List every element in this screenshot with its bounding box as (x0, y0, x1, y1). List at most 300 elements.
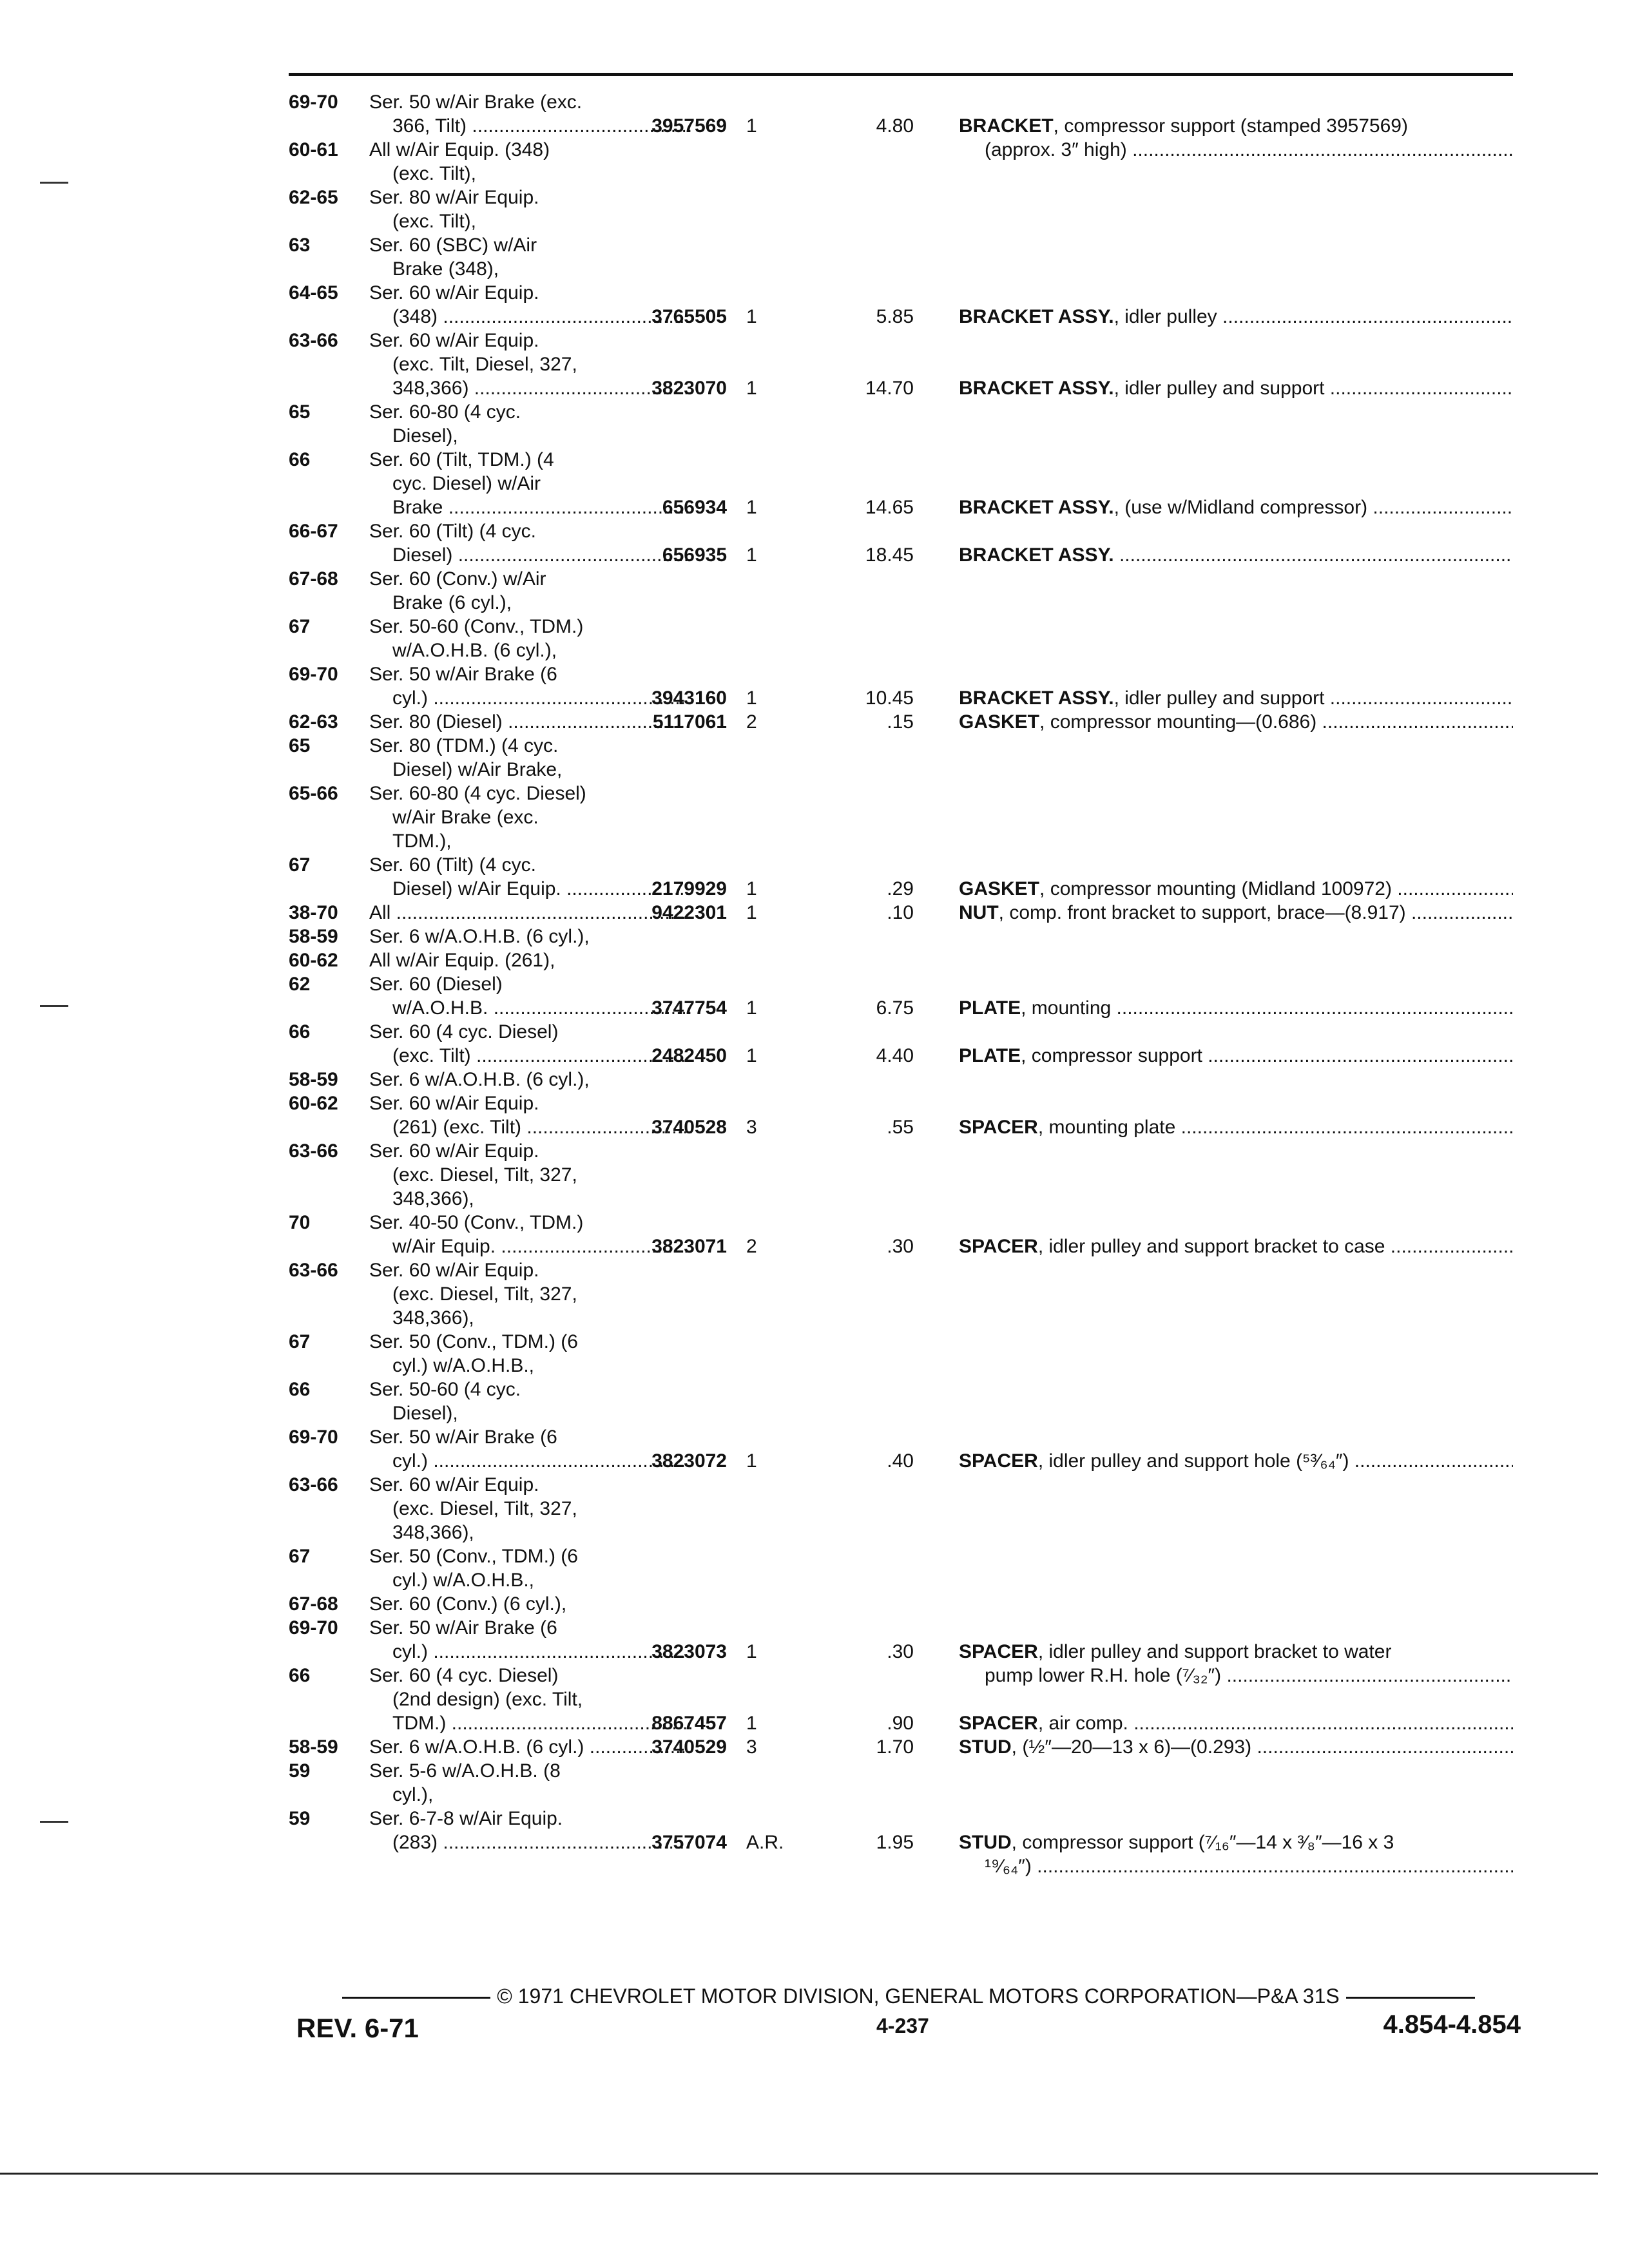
description-line: Ser. 60-80 (4 cyc. (369, 401, 521, 423)
description-line: (exc. Tilt) ..... (369, 1044, 691, 1068)
application-description (369, 901, 691, 925)
description-line: Ser. 50-60 (Conv., TDM.) (369, 616, 584, 637)
part-name-detail: compressor mounting (Midland 100972) (1050, 878, 1392, 899)
price: 10.45 (865, 687, 914, 709)
margin-tick (40, 182, 68, 184)
application-description (369, 1473, 691, 1544)
description-line: Ser. 60 (Tilt) (4 cyc. (369, 521, 536, 542)
description-line: w/A.O.H.B. (6 cyl.), (392, 640, 557, 661)
description-line: Ser. 60 w/Air Equip. (369, 1140, 539, 1162)
part-number: 3823072 (651, 1450, 727, 1472)
description-line: Ser. 6-7-8 w/Air Equip. (369, 1808, 563, 1829)
part-number: 656935 (662, 544, 727, 566)
price: .40 (887, 1450, 914, 1472)
table-row (289, 1091, 1513, 1139)
table-row (289, 1425, 1513, 1473)
part-name: SPACER, mounting plate ..... (959, 1115, 1513, 1139)
application-description (369, 1091, 691, 1139)
price: .30 (887, 1236, 914, 1257)
model-years: 64-65 (289, 282, 338, 303)
part-name: BRACKET ASSY., idler pulley ..... (959, 305, 1513, 329)
table-row (289, 1258, 1513, 1330)
description-line: TDM.) ..... (369, 1711, 691, 1735)
description-line: Ser. 60 (4 cyc. Diesel) (369, 1021, 559, 1043)
description-line: Ser. 60 (Tilt) (4 cyc. (369, 854, 536, 876)
part-name-detail: compressor mounting—(0.686) (1050, 711, 1317, 733)
quantity: 1 (746, 1713, 757, 1734)
price: 1.95 (876, 1832, 914, 1853)
table-row (289, 925, 1513, 948)
part-name-detail: (use w/Midland compressor) (1124, 497, 1368, 518)
model-years: 58-59 (289, 1736, 338, 1758)
description-line: cyl.) ..... (369, 686, 691, 710)
model-years: 69-70 (289, 1427, 338, 1448)
application-description (369, 662, 691, 710)
footer-section-number: 4.854-4.854 (1383, 2010, 1521, 2039)
description-line: Ser. 40-50 (Conv., TDM.) (369, 1212, 584, 1233)
table-row (289, 186, 1513, 233)
description-line: Diesel), (392, 1403, 458, 1424)
footer-copyright: © 1971 CHEVROLET MOTOR DIVISION, GENERAL MOTORS CORPORATION—P&A 31S (497, 1984, 1340, 2008)
description-line: (exc. Diesel, Tilt, 327, (392, 1498, 577, 1519)
quantity: 1 (746, 1450, 757, 1472)
part-number: 3740529 (651, 1736, 727, 1758)
application-description (369, 281, 691, 329)
description-line: Ser. 80 (Diesel) ..... (369, 710, 691, 734)
part-number: 3823070 (651, 378, 727, 399)
model-years: 67-68 (289, 1593, 338, 1615)
application-description (369, 1616, 691, 1664)
table-row (289, 1759, 1513, 1807)
description-line: Ser. 50 w/Air Brake (6 (369, 664, 557, 685)
part-name: SPACER, air comp. ..... (959, 1711, 1513, 1735)
table-row (289, 1020, 1513, 1068)
part-name-title: SPACER (959, 1117, 1038, 1138)
description-line: w/A.O.H.B. ..... (369, 996, 691, 1020)
description-line: All ..... (369, 901, 691, 925)
part-name-detail: air comp. (1048, 1713, 1128, 1734)
part-name-detail: idler pulley and support (1124, 378, 1325, 399)
model-years: 63 (289, 235, 311, 256)
part-name-detail: (½″—20—13 x 6)—(0.293) (1022, 1736, 1252, 1758)
description-line: (348) ..... (369, 305, 691, 329)
price: .15 (887, 711, 914, 733)
model-years: 60-62 (289, 1093, 338, 1114)
application-description (369, 448, 691, 519)
application-description (369, 782, 691, 853)
table-row (289, 1807, 1513, 1877)
part-name: BRACKET ASSY., idler pulley and support ..... (959, 686, 1513, 710)
description-line: Ser. 50 (Conv., TDM.) (6 (369, 1331, 578, 1352)
part-name: SPACER, idler pulley and support bracket to case ..... (959, 1235, 1513, 1258)
description-line: cyl.) w/A.O.H.B., (392, 1570, 535, 1591)
price: 14.70 (865, 378, 914, 399)
part-name: STUD, compressor support (⁷⁄₁₆″—14 x ³⁄₈″—16 x 3 ¹⁹⁄₆₄″) ..... (959, 1831, 1513, 1878)
part-name-title: SPACER (959, 1713, 1038, 1734)
table-row (289, 1664, 1513, 1735)
table-row (289, 734, 1513, 782)
model-years: 58-59 (289, 926, 338, 947)
description-line: Ser. 50-60 (4 cyc. (369, 1379, 521, 1400)
application-description (369, 90, 691, 138)
model-years: 69-70 (289, 664, 338, 685)
bottom-rule (0, 2173, 1598, 2175)
part-name-title: GASKET (959, 878, 1040, 899)
quantity: 3 (746, 1736, 757, 1758)
model-years: 62-63 (289, 711, 338, 733)
part-name-detail: mounting plate (1048, 1117, 1176, 1138)
description-line: (exc. Tilt), (392, 163, 477, 184)
model-years: 66 (289, 449, 311, 470)
application-description (369, 1020, 691, 1068)
part-number: 656934 (662, 497, 727, 518)
quantity: 2 (746, 711, 757, 733)
application-description (369, 186, 691, 233)
part-name-title: SPACER (959, 1641, 1038, 1662)
part-name-title: STUD (959, 1832, 1012, 1853)
description-line: Diesel) ..... (369, 543, 691, 567)
description-line: Ser. 50 (Conv., TDM.) (6 (369, 1546, 578, 1567)
application-description (369, 925, 691, 948)
price: 5.85 (876, 306, 914, 327)
description-line: (283) ..... (369, 1831, 691, 1854)
description-line: (exc. Tilt), (392, 211, 477, 232)
application-description (369, 1425, 691, 1473)
description-line: Ser. 60 (Tilt, TDM.) (4 (369, 449, 554, 470)
table-row (289, 138, 1513, 186)
price: 6.75 (876, 997, 914, 1019)
description-line: (2nd design) (exc. Tilt, (392, 1689, 583, 1710)
table-row (289, 1378, 1513, 1425)
table-row (289, 1544, 1513, 1592)
top-rule (289, 73, 1513, 76)
model-years: 66 (289, 1021, 311, 1043)
description-line: 348,366), (392, 1307, 474, 1329)
model-years: 65 (289, 735, 311, 756)
description-line: 348,366), (392, 1522, 474, 1543)
table-row (289, 519, 1513, 567)
part-name-title: PLATE (959, 1045, 1021, 1066)
price: 18.45 (865, 544, 914, 566)
description-line: Ser. 60 w/Air Equip. (369, 330, 539, 351)
price: 4.80 (876, 115, 914, 137)
model-years: 65 (289, 401, 311, 423)
part-name: PLATE, mounting ..... (959, 996, 1513, 1020)
table-row (289, 901, 1513, 925)
model-years: 69-70 (289, 91, 338, 113)
description-line: Diesel) w/Air Brake, (392, 759, 563, 780)
part-name-detail: mounting (1031, 997, 1112, 1019)
table-row (289, 1330, 1513, 1378)
model-years: 63-66 (289, 1474, 338, 1495)
model-years: 38-70 (289, 902, 338, 923)
part-name-detail: pump lower R.H. hole (⁷⁄₃₂″) (985, 1665, 1222, 1686)
description-line: cyl.) ..... (369, 1449, 691, 1473)
price: 14.65 (865, 497, 914, 518)
application-description (369, 1592, 691, 1616)
model-years: 63-66 (289, 1140, 338, 1162)
description-line: (exc. Tilt, Diesel, 327, (392, 354, 577, 375)
parts-table (289, 90, 1513, 1877)
application-description (369, 1258, 691, 1330)
description-line: w/Air Equip. ..... (369, 1235, 691, 1258)
table-row (289, 948, 1513, 972)
quantity: 1 (746, 115, 757, 137)
table-row (289, 1139, 1513, 1211)
application-description (369, 1544, 691, 1592)
description-line: (exc. Diesel, Tilt, 327, (392, 1164, 577, 1186)
description-line: Brake (6 cyl.), (392, 592, 512, 613)
description-line: Diesel) w/Air Equip. ..... (369, 877, 691, 901)
application-description (369, 1211, 691, 1258)
part-number: 3757074 (651, 1832, 727, 1853)
application-description (369, 1068, 691, 1091)
application-description (369, 1759, 691, 1807)
description-line: cyl.) w/A.O.H.B., (392, 1355, 535, 1376)
part-name-title: BRACKET ASSY. (959, 378, 1114, 399)
quantity: 1 (746, 878, 757, 899)
part-name: BRACKET ASSY., idler pulley and support ..... (959, 376, 1513, 400)
footer-revision: REV. 6-71 (296, 2013, 419, 2043)
application-description (369, 1330, 691, 1378)
model-years: 66 (289, 1379, 311, 1400)
part-name-detail: idler pulley (1124, 306, 1217, 327)
description-line: Ser. 60 (SBC) w/Air (369, 235, 537, 256)
model-years: 63-66 (289, 1260, 338, 1281)
part-name-title: SPACER (959, 1236, 1038, 1257)
model-years: 60-62 (289, 950, 338, 971)
part-number: 2482450 (651, 1045, 727, 1066)
model-years: 63-66 (289, 330, 338, 351)
application-description (369, 567, 691, 615)
application-description (369, 1139, 691, 1211)
quantity: 1 (746, 902, 757, 923)
description-line: Ser. 6 w/A.O.H.B. (6 cyl.) ..... (369, 1735, 691, 1759)
description-line: Ser. 60 (4 cyc. Diesel) (369, 1665, 559, 1686)
description-line: Diesel), (392, 425, 458, 447)
application-description (369, 948, 691, 972)
description-line: 348,366) ..... (369, 376, 691, 400)
table-row (289, 1473, 1513, 1544)
price: .30 (887, 1641, 914, 1662)
part-name-detail: compressor support (stamped 3957569) (1064, 115, 1408, 137)
part-name: NUT, comp. front bracket to support, brace—(8.917) ..... (959, 901, 1513, 925)
quantity: 1 (746, 497, 757, 518)
part-number: 3765505 (651, 306, 727, 327)
part-name: PLATE, compressor support ..... (959, 1044, 1513, 1068)
model-years: 67 (289, 854, 311, 876)
part-number: 9422301 (651, 902, 727, 923)
part-name-detail: compressor support (1031, 1045, 1202, 1066)
part-number: 8867457 (651, 1713, 727, 1734)
model-years: 58-59 (289, 1069, 338, 1090)
description-line: Ser. 60 (Conv.) (6 cyl.), (369, 1593, 567, 1615)
part-name-detail: ¹⁹⁄₆₄″) (985, 1856, 1032, 1877)
part-name-detail: idler pulley and support (1124, 687, 1325, 709)
description-line: Ser. 60 w/Air Equip. (369, 1093, 539, 1114)
application-description (369, 853, 691, 901)
margin-tick (40, 1821, 68, 1823)
page-footer (296, 1984, 1521, 2055)
table-row (289, 281, 1513, 329)
table-row (289, 400, 1513, 448)
description-line: Ser. 6 w/A.O.H.B. (6 cyl.), (369, 1069, 590, 1090)
description-line: 348,366), (392, 1188, 474, 1209)
description-line: cyl.), (392, 1784, 434, 1805)
description-line: cyc. Diesel) w/Air (392, 473, 541, 494)
part-name-title: STUD (959, 1736, 1012, 1758)
table-row (289, 782, 1513, 853)
description-line: Brake (348), (392, 258, 499, 280)
description-line: Ser. 50 w/Air Brake (6 (369, 1427, 557, 1448)
description-line: w/Air Brake (exc. (392, 807, 539, 828)
description-line: Ser. 60 (Conv.) w/Air (369, 568, 546, 590)
quantity: 1 (746, 1641, 757, 1662)
part-name-title: SPACER (959, 1450, 1038, 1472)
model-years: 60-61 (289, 139, 338, 160)
model-years: 59 (289, 1760, 311, 1782)
price: .10 (887, 902, 914, 923)
quantity: 2 (746, 1236, 757, 1257)
part-number: 3823073 (651, 1641, 727, 1662)
model-years: 65-66 (289, 783, 338, 804)
model-years: 59 (289, 1808, 311, 1829)
price: .29 (887, 878, 914, 899)
part-name-title: BRACKET ASSY. (959, 544, 1114, 566)
quantity: 1 (746, 544, 757, 566)
model-years: 67-68 (289, 568, 338, 590)
application-description (369, 1735, 691, 1759)
margin-tick (40, 1005, 68, 1007)
table-row (289, 662, 1513, 710)
quantity: 1 (746, 378, 757, 399)
application-description (369, 972, 691, 1020)
description-line: Ser. 6 w/A.O.H.B. (6 cyl.), (369, 926, 590, 947)
part-name: SPACER, idler pulley and support hole (⁵³⁄₆₄″) ..... (959, 1449, 1513, 1473)
application-description (369, 1807, 691, 1854)
description-line: (exc. Diesel, Tilt, 327, (392, 1283, 577, 1305)
table-row (289, 1211, 1513, 1258)
table-row (289, 1592, 1513, 1616)
part-name-detail: idler pulley and support hole (⁵³⁄₆₄″) (1048, 1450, 1349, 1472)
part-name: STUD, (½″—20—13 x 6)—(0.293) ..... (959, 1735, 1513, 1759)
model-years: 67 (289, 1546, 311, 1567)
description-line: Ser. 50 w/Air Brake (exc. (369, 91, 583, 113)
model-years: 67 (289, 1331, 311, 1352)
model-years: 62 (289, 974, 311, 995)
part-name (959, 543, 1513, 567)
description-line: Ser. 60 w/Air Equip. (369, 1260, 539, 1281)
description-line: All w/Air Equip. (348) (369, 139, 550, 160)
price: .90 (887, 1713, 914, 1734)
application-description (369, 519, 691, 567)
description-line: Ser. 60-80 (4 cyc. Diesel) (369, 783, 586, 804)
table-row (289, 567, 1513, 615)
description-line: Ser. 60 w/Air Equip. (369, 282, 539, 303)
part-name: GASKET, compressor mounting—(0.686) ..... (959, 710, 1513, 734)
table-row (289, 233, 1513, 281)
application-description (369, 1378, 691, 1425)
part-name-detail: (approx. 3″ high) (985, 139, 1127, 160)
part-name-detail: idler pulley and support bracket to water (1048, 1641, 1392, 1662)
application-description (369, 1664, 691, 1735)
part-name-title: BRACKET ASSY. (959, 306, 1114, 327)
part-number: 5117061 (652, 711, 727, 733)
description-line: (261) (exc. Tilt) ..... (369, 1115, 691, 1139)
model-years: 66 (289, 1665, 311, 1686)
description-line: Ser. 80 w/Air Equip. (369, 187, 539, 208)
application-description (369, 138, 691, 186)
quantity: 1 (746, 1045, 757, 1066)
application-description (369, 329, 691, 400)
part-name-title: PLATE (959, 997, 1021, 1019)
description-line: All w/Air Equip. (261), (369, 950, 555, 971)
table-row (289, 1735, 1513, 1759)
application-description (369, 710, 691, 734)
model-years: 62-65 (289, 187, 338, 208)
application-description (369, 233, 691, 281)
description-line: Ser. 60 w/Air Equip. (369, 1474, 539, 1495)
description-line: 366, Tilt) ..... (369, 114, 691, 138)
part-name: SPACER, idler pulley and support bracket to water pump lower R.H. hole (⁷⁄₃₂″) ..... (959, 1640, 1513, 1687)
quantity: 1 (746, 997, 757, 1019)
price: 4.40 (876, 1045, 914, 1066)
part-number: 3823071 (651, 1236, 727, 1257)
part-name-title: GASKET (959, 711, 1040, 733)
part-name: BRACKET, compressor support (stamped 3957569) (approx. 3″ high) ..... (959, 114, 1513, 162)
part-number: 3740528 (651, 1117, 727, 1138)
description-line: Ser. 60 (Diesel) (369, 974, 503, 995)
quantity: 3 (746, 1117, 757, 1138)
model-years: 70 (289, 1212, 311, 1233)
description-line: cyl.) ..... (369, 1640, 691, 1664)
price: .55 (887, 1117, 914, 1138)
quantity: 1 (746, 687, 757, 709)
quantity: 1 (746, 306, 757, 327)
application-description (369, 615, 691, 662)
part-name-title: BRACKET (959, 115, 1054, 137)
table-row (289, 710, 1513, 734)
part-name-detail: idler pulley and support bracket to case (1048, 1236, 1385, 1257)
part-number: 2179929 (651, 878, 727, 899)
price: 1.70 (876, 1736, 914, 1758)
application-description (369, 734, 691, 782)
table-row (289, 615, 1513, 662)
part-name-detail: comp. front bracket to support, brace—(8.917) (1009, 902, 1406, 923)
table-row (289, 448, 1513, 519)
model-years: 69-70 (289, 1617, 338, 1639)
part-number: 3943160 (651, 687, 727, 709)
part-name: GASKET, compressor mounting (Midland 100972) ..... (959, 877, 1513, 901)
table-row (289, 329, 1513, 400)
table-row (289, 972, 1513, 1020)
part-name-title: NUT (959, 902, 999, 923)
model-years: 66-67 (289, 521, 338, 542)
description-line: Ser. 50 w/Air Brake (6 (369, 1617, 557, 1639)
model-years: 67 (289, 616, 311, 637)
footer-page-number: 4-237 (876, 2014, 929, 2037)
part-name-title: BRACKET ASSY. (959, 497, 1114, 518)
application-description (369, 400, 691, 448)
description-line: Ser. 80 (TDM.) (4 cyc. (369, 735, 559, 756)
part-name-title: BRACKET ASSY. (959, 687, 1114, 709)
table-row (289, 1068, 1513, 1091)
part-name-detail: compressor support (⁷⁄₁₆″—14 x ³⁄₈″—16 x 3 (1022, 1832, 1394, 1853)
table-row (289, 853, 1513, 901)
description-line: Ser. 5-6 w/A.O.H.B. (8 (369, 1760, 561, 1782)
part-number: 3747754 (651, 997, 727, 1019)
description-line: Brake ..... (369, 495, 691, 519)
